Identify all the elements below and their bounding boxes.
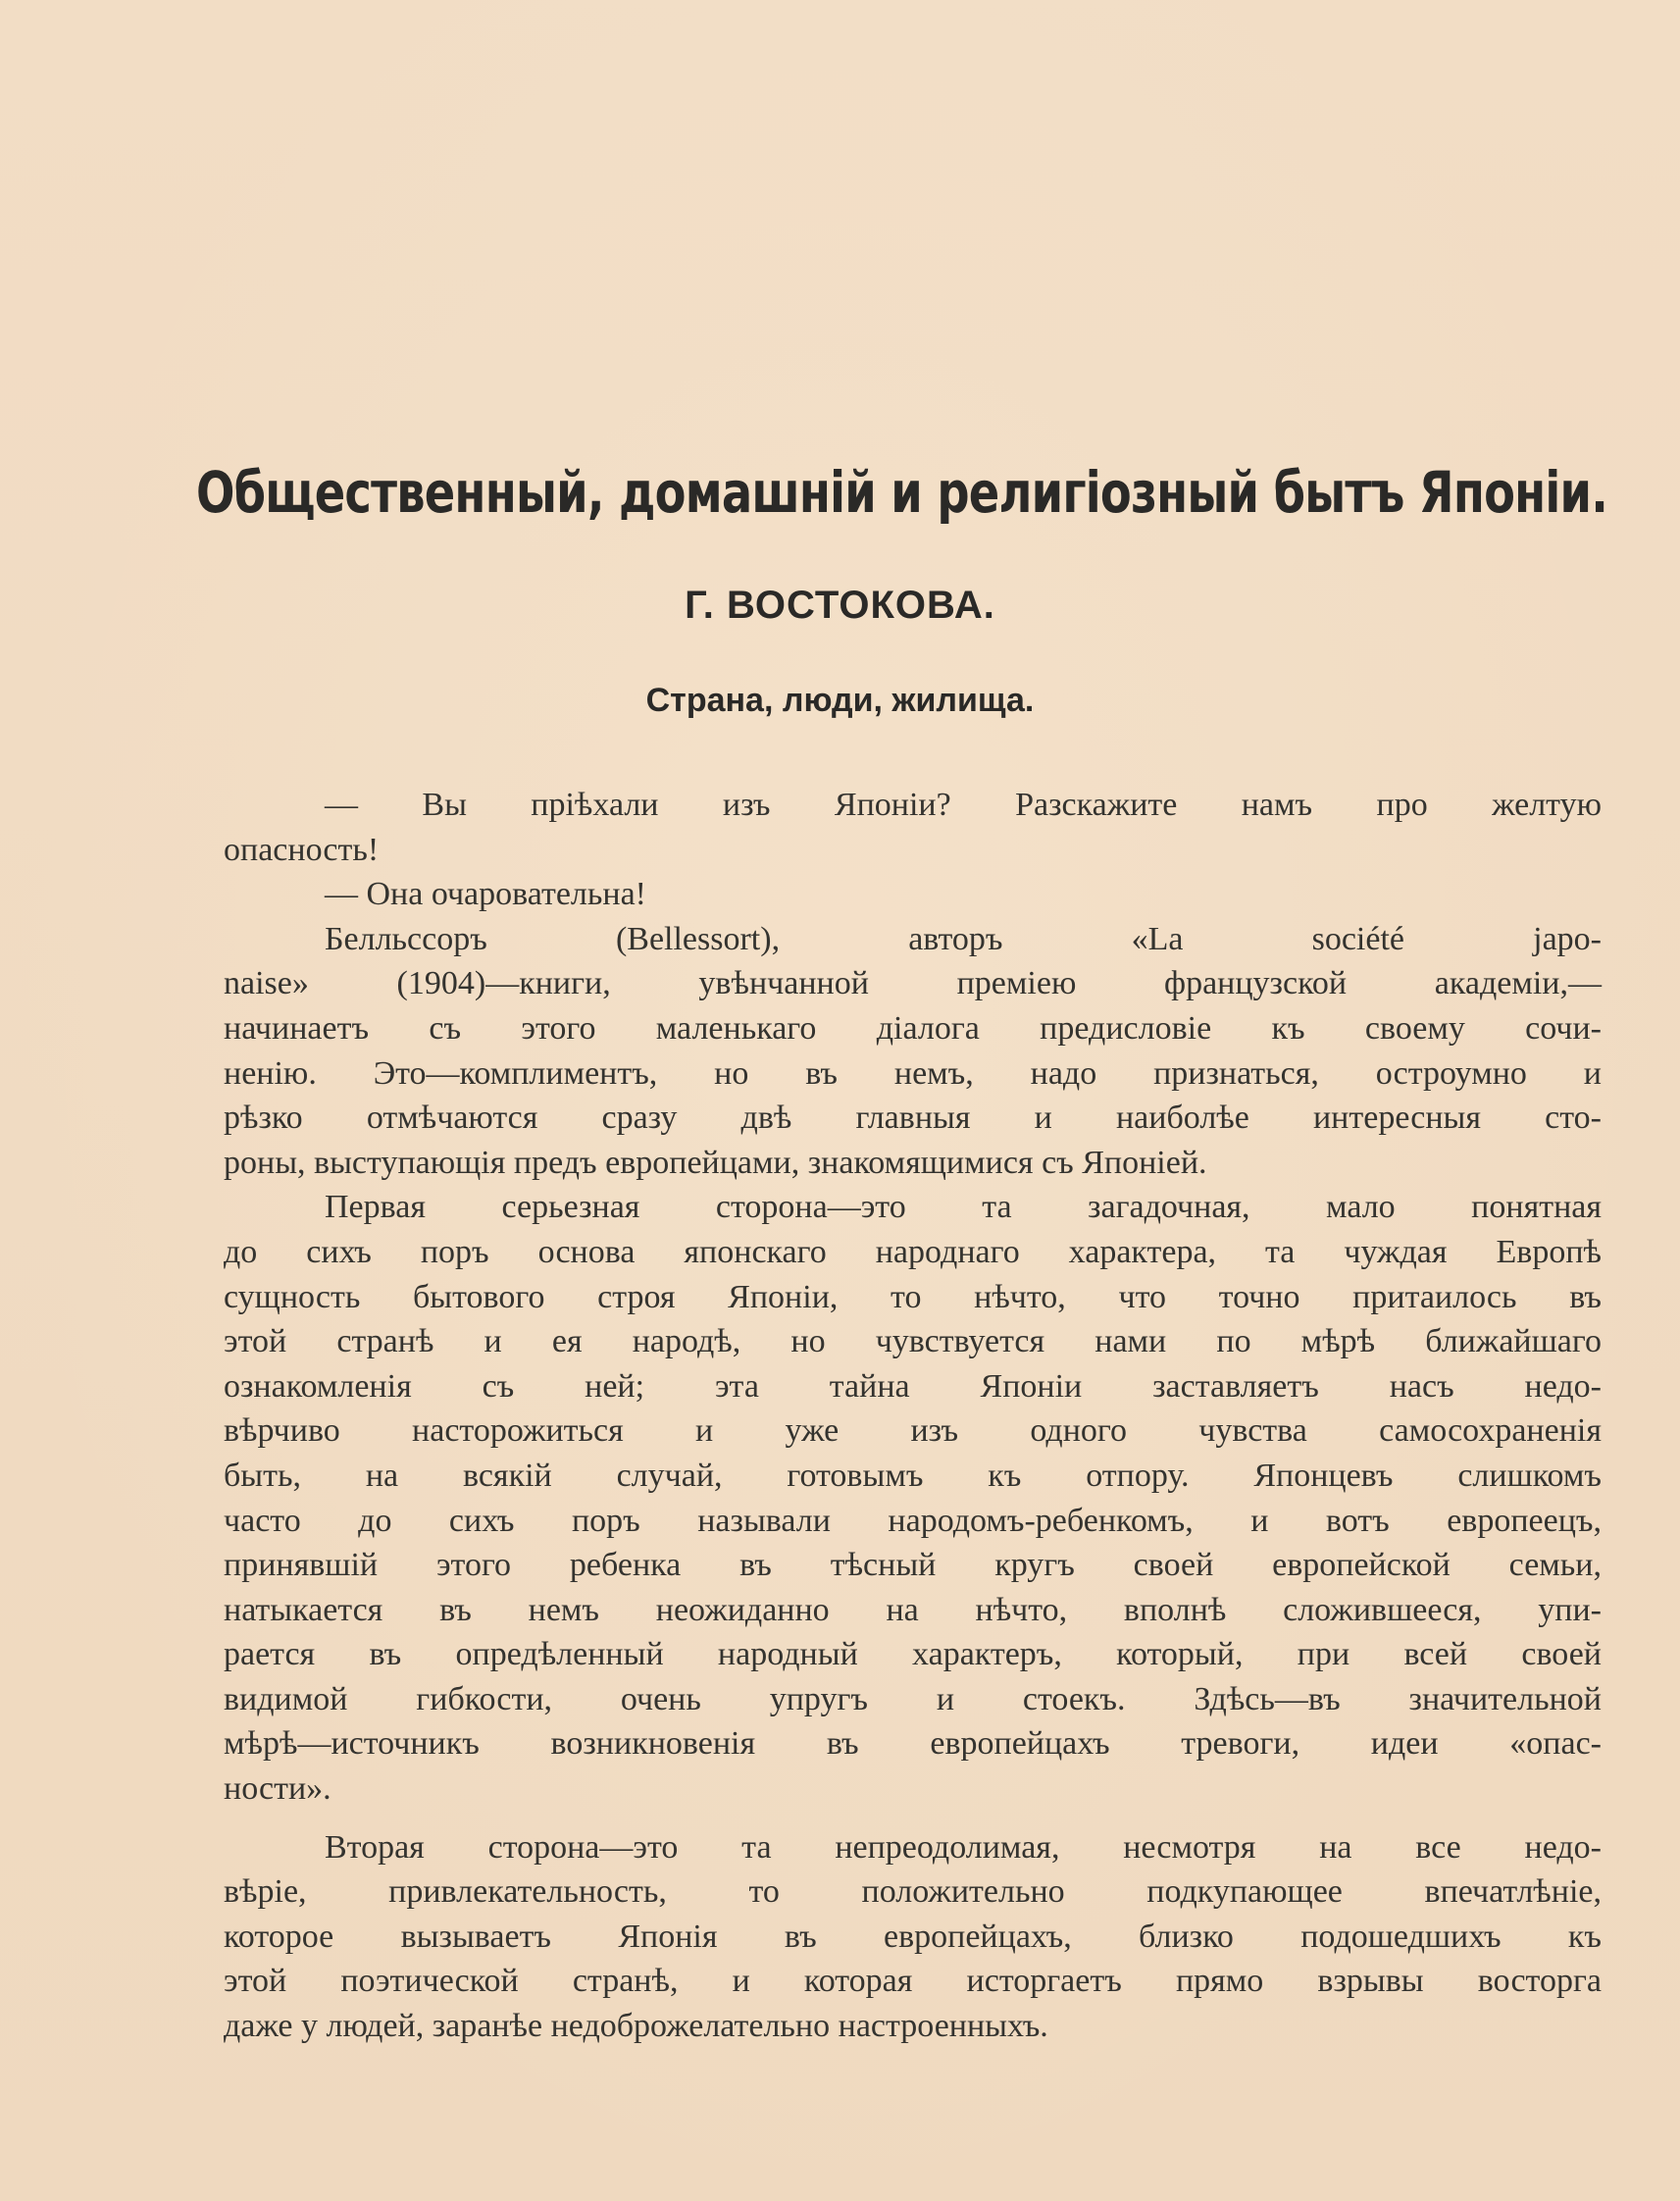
text-line: даже у людей, заранѣе недоброжелательно настроенныхъ. (224, 2008, 1048, 2045)
article-title: Общественный, домашній и религіозный бытъ Японіи. (196, 459, 1608, 526)
text-line: naise» (1904)—книги, увѣнчанной преміею французской академіи,— (224, 965, 1602, 1002)
text-line: рѣзко отмѣчаются сразу двѣ главныя и наиболѣе интересныя сто- (224, 1100, 1602, 1137)
paragraph (224, 1825, 1602, 2049)
paragraph (224, 783, 1602, 872)
paragraph-gap (224, 1812, 1602, 1825)
article-body (224, 783, 1602, 2049)
text-line: которое вызываетъ Японія въ европейцахъ, близко подошедшихъ къ (224, 1918, 1602, 1955)
section-heading: Страна, люди, жилища. (645, 682, 1035, 719)
text-line: сущность бытового строя Японіи, то нѣчто, что точно притаилось въ (224, 1278, 1602, 1315)
text-line: вѣріе, привлекательность, то положительно подкупающее впечатлѣніе, (224, 1873, 1602, 1911)
text-line: видимой гибкости, очень упругъ и стоекъ. Здѣсь—въ значительной (224, 1680, 1602, 1717)
text-line: ности». (224, 1770, 331, 1808)
text-line: до сихъ поръ основа японскаго народнаго характера, та чуждая Европѣ (224, 1233, 1602, 1270)
text-line: Первая серьезная сторона—это та загадочная, мало понятная (325, 1189, 1602, 1226)
text-line: опасность! (224, 831, 380, 868)
text-line: ненію. Это—комплиментъ, но въ немъ, надо признаться, остроумно и (224, 1054, 1602, 1092)
text-line: начинаетъ съ этого маленькаго діалога предисловіе къ своему сочи- (224, 1009, 1602, 1047)
paragraph (224, 917, 1602, 1186)
text-line: — Она очаровательна! (325, 876, 646, 913)
text-line: — Вы пріѣхали изъ Японіи? Разскажите намъ про желтую (325, 787, 1602, 823)
text-line: быть, на всякій случай, готовымъ къ отпору. Японцевъ слишкомъ (224, 1457, 1602, 1494)
paragraph (224, 872, 1602, 917)
text-line: натыкается въ немъ неожиданно на нѣчто, вполнѣ сложившееся, упи- (224, 1591, 1602, 1628)
text-line: Вторая сторона—это та непреодолимая, несмотря на все недо- (325, 1828, 1602, 1866)
text-line: этой поэтической странѣ, и которая исторгаетъ прямо взрывы восторга (224, 1963, 1602, 2000)
text-line: этой странѣ и ея народѣ, но чувствуется нами по мѣрѣ ближайшаго (224, 1323, 1602, 1360)
text-line: рается въ опредѣленный народный характеръ, который, при всей своей (224, 1636, 1602, 1673)
text-line: мѣрѣ—источникъ возникновенія въ европейцахъ тревоги, идеи «опас- (224, 1725, 1602, 1763)
text-line: Белльссоръ (Bellessort), авторъ «La société japo- (325, 920, 1602, 957)
article-author: Г. ВОСТОКОВА. (685, 584, 995, 627)
text-line: вѣрчиво насторожиться и уже изъ одного чувства самосохраненія (224, 1412, 1602, 1450)
text-line: принявшій этого ребенка въ тѣсный кругъ своей европейской семьи, (224, 1547, 1602, 1584)
text-line: часто до сихъ поръ называли народомъ-ребенкомъ, и вотъ европеецъ, (224, 1502, 1602, 1539)
text-line: ознакомленія съ ней; эта тайна Японіи заставляетъ насъ недо- (224, 1367, 1602, 1405)
paragraph (224, 1185, 1602, 1811)
text-line: роны, выступающія предъ европейцами, знакомящимися съ Японіей. (224, 1144, 1207, 1181)
